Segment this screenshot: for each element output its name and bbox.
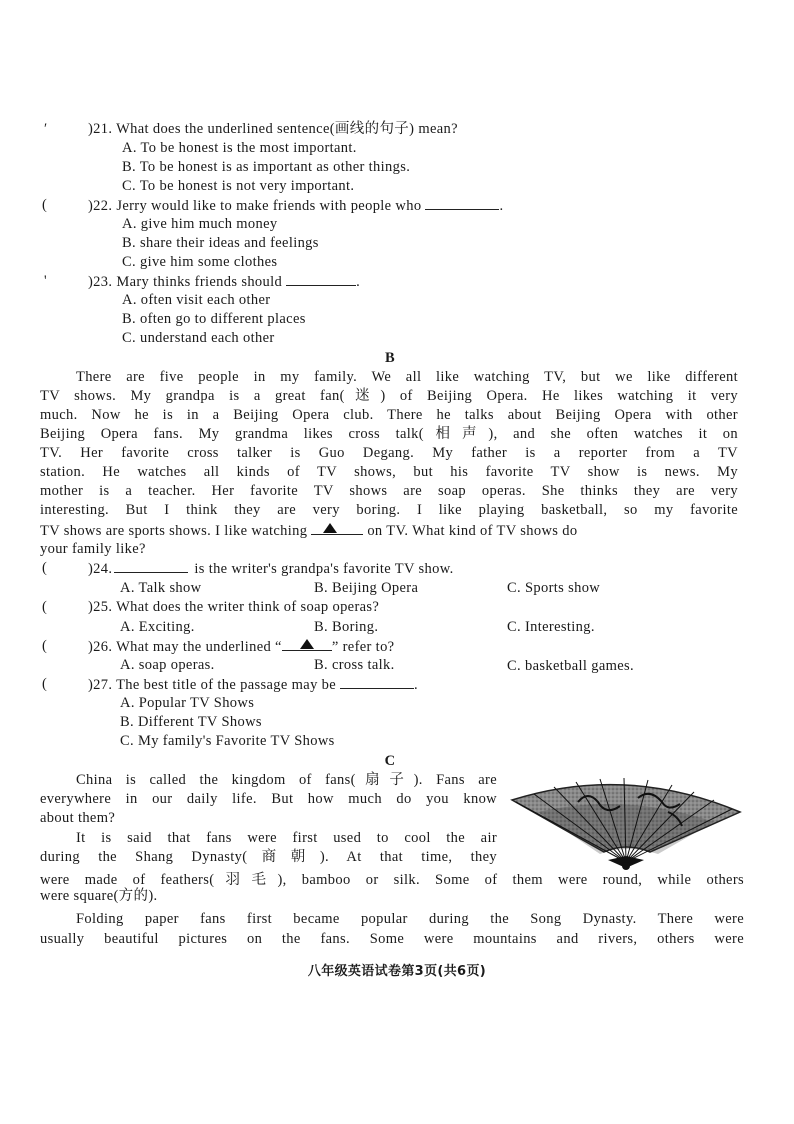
triangle-blank-icon: [323, 523, 337, 533]
answer-paren: (: [42, 638, 48, 654]
question-21: )21. What does the underlined sentence(画线的句子) mean?: [88, 121, 458, 137]
passage-b-line: interesting. But I think they are very boring. I like playing basketball, so my favorite: [40, 502, 738, 518]
section-heading-b: B: [384, 350, 396, 366]
question-23: )23. Mary thinks friends should .: [88, 274, 361, 290]
passage-c-line: about them?: [40, 810, 116, 826]
q24-option-c: C. Sports show: [507, 580, 601, 596]
q23-option-b: B. often go to different places: [122, 311, 306, 327]
passage-b-line: TV shows are sports shows. I like watching on TV. What kind of TV shows do: [40, 523, 578, 539]
passage-b-line: your family like?: [40, 541, 146, 557]
answer-paren: (: [42, 560, 48, 576]
q24-option-a: A. Talk show: [120, 580, 202, 596]
q22-option-a: A. give him much money: [122, 216, 278, 232]
passage-b-line: station. He watches all kinds of TV shows, but his favorite TV show is news. My: [40, 464, 738, 480]
q22-option-c: C. give him some clothes: [122, 254, 278, 270]
answer-paren: (: [42, 197, 48, 213]
q25-option-a: A. Exciting.: [120, 619, 195, 635]
q27-option-c: C. My family's Favorite TV Shows: [120, 733, 335, 749]
question-24: )24. is the writer's grandpa's favorite TV show.: [88, 561, 454, 577]
page-footer: 八年级英语试卷第3页(共6页): [307, 964, 487, 979]
passage-c-line: Folding paper fans first became popular during the Song Dynasty. There were: [76, 911, 744, 927]
passage-c-line: everywhere in our daily life. But how much do you know: [40, 791, 497, 807]
question-25: )25. What does the writer think of soap operas?: [88, 599, 380, 615]
passage-c-line: China is called the kingdom of fans(扇子). Fans are: [76, 772, 497, 788]
passage-c-line: were made of feathers(羽毛), bamboo or silk. Some of them were round, while others: [40, 872, 744, 888]
triangle-blank-icon: [300, 639, 314, 649]
q23-option-c: C. understand each other: [122, 330, 275, 346]
question-27: )27. The best title of the passage may be .: [88, 677, 418, 693]
folding-fan-illustration: [508, 772, 744, 876]
passage-b-line: There are five people in my family. We all like watching TV, but we like different: [76, 369, 738, 385]
passage-c-line: usually beautiful pictures on the fans. Some were mountains and rivers, others were: [40, 931, 744, 947]
passage-b-line: Beijing Opera fans. My grandma likes cross talk(相声), and she often watches it on: [40, 426, 738, 442]
question-26: )26. What may the underlined “ ” refer to?: [88, 639, 395, 655]
passage-b-line: mother is a teacher. Her favorite TV shows are soap operas. She thinks they are very: [40, 483, 738, 499]
answer-paren: ′: [44, 121, 48, 137]
q26-option-a: A. soap operas.: [120, 657, 215, 673]
q25-option-c: C. Interesting.: [507, 619, 595, 635]
q24-option-b: B. Beijing Opera: [314, 580, 419, 596]
q26-option-b: B. cross talk.: [314, 657, 395, 673]
answer-paren: (: [42, 599, 48, 615]
passage-c-line: It is said that fans were first used to cool the air: [76, 830, 497, 846]
q21-option-c: C. To be honest is not very important.: [122, 178, 355, 194]
passage-b-line: TV. Her favorite cross talker is Guo Degang. My father is a reporter from a TV: [40, 445, 738, 461]
q26-option-c: C. basketball games.: [507, 658, 635, 674]
q25-option-b: B. Boring.: [314, 619, 379, 635]
question-22: )22. Jerry would like to make friends with people who .: [88, 198, 504, 214]
q27-option-a: A. Popular TV Shows: [120, 695, 255, 711]
passage-b-line: much. Now he is in a Beijing Opera club. There he talks about Beijing Opera with other: [40, 407, 738, 423]
answer-paren: ': [44, 273, 47, 289]
q27-option-b: B. Different TV Shows: [120, 714, 262, 730]
section-heading-c: C: [384, 753, 396, 769]
q21-option-a: A. To be honest is the most important.: [122, 140, 357, 156]
q21-option-b: B. To be honest is as important as other things.: [122, 159, 411, 175]
q23-option-a: A. often visit each other: [122, 292, 271, 308]
passage-c-line: were square(方的).: [40, 888, 158, 904]
answer-paren: (: [42, 676, 48, 692]
q22-option-b: B. share their ideas and feelings: [122, 235, 319, 251]
passage-b-line: TV shows. My grandpa is a great fan(迷) of Beijing Opera. He likes watching it very: [40, 388, 738, 404]
passage-c-line: during the Shang Dynasty(商朝). At that time, they: [40, 849, 497, 865]
